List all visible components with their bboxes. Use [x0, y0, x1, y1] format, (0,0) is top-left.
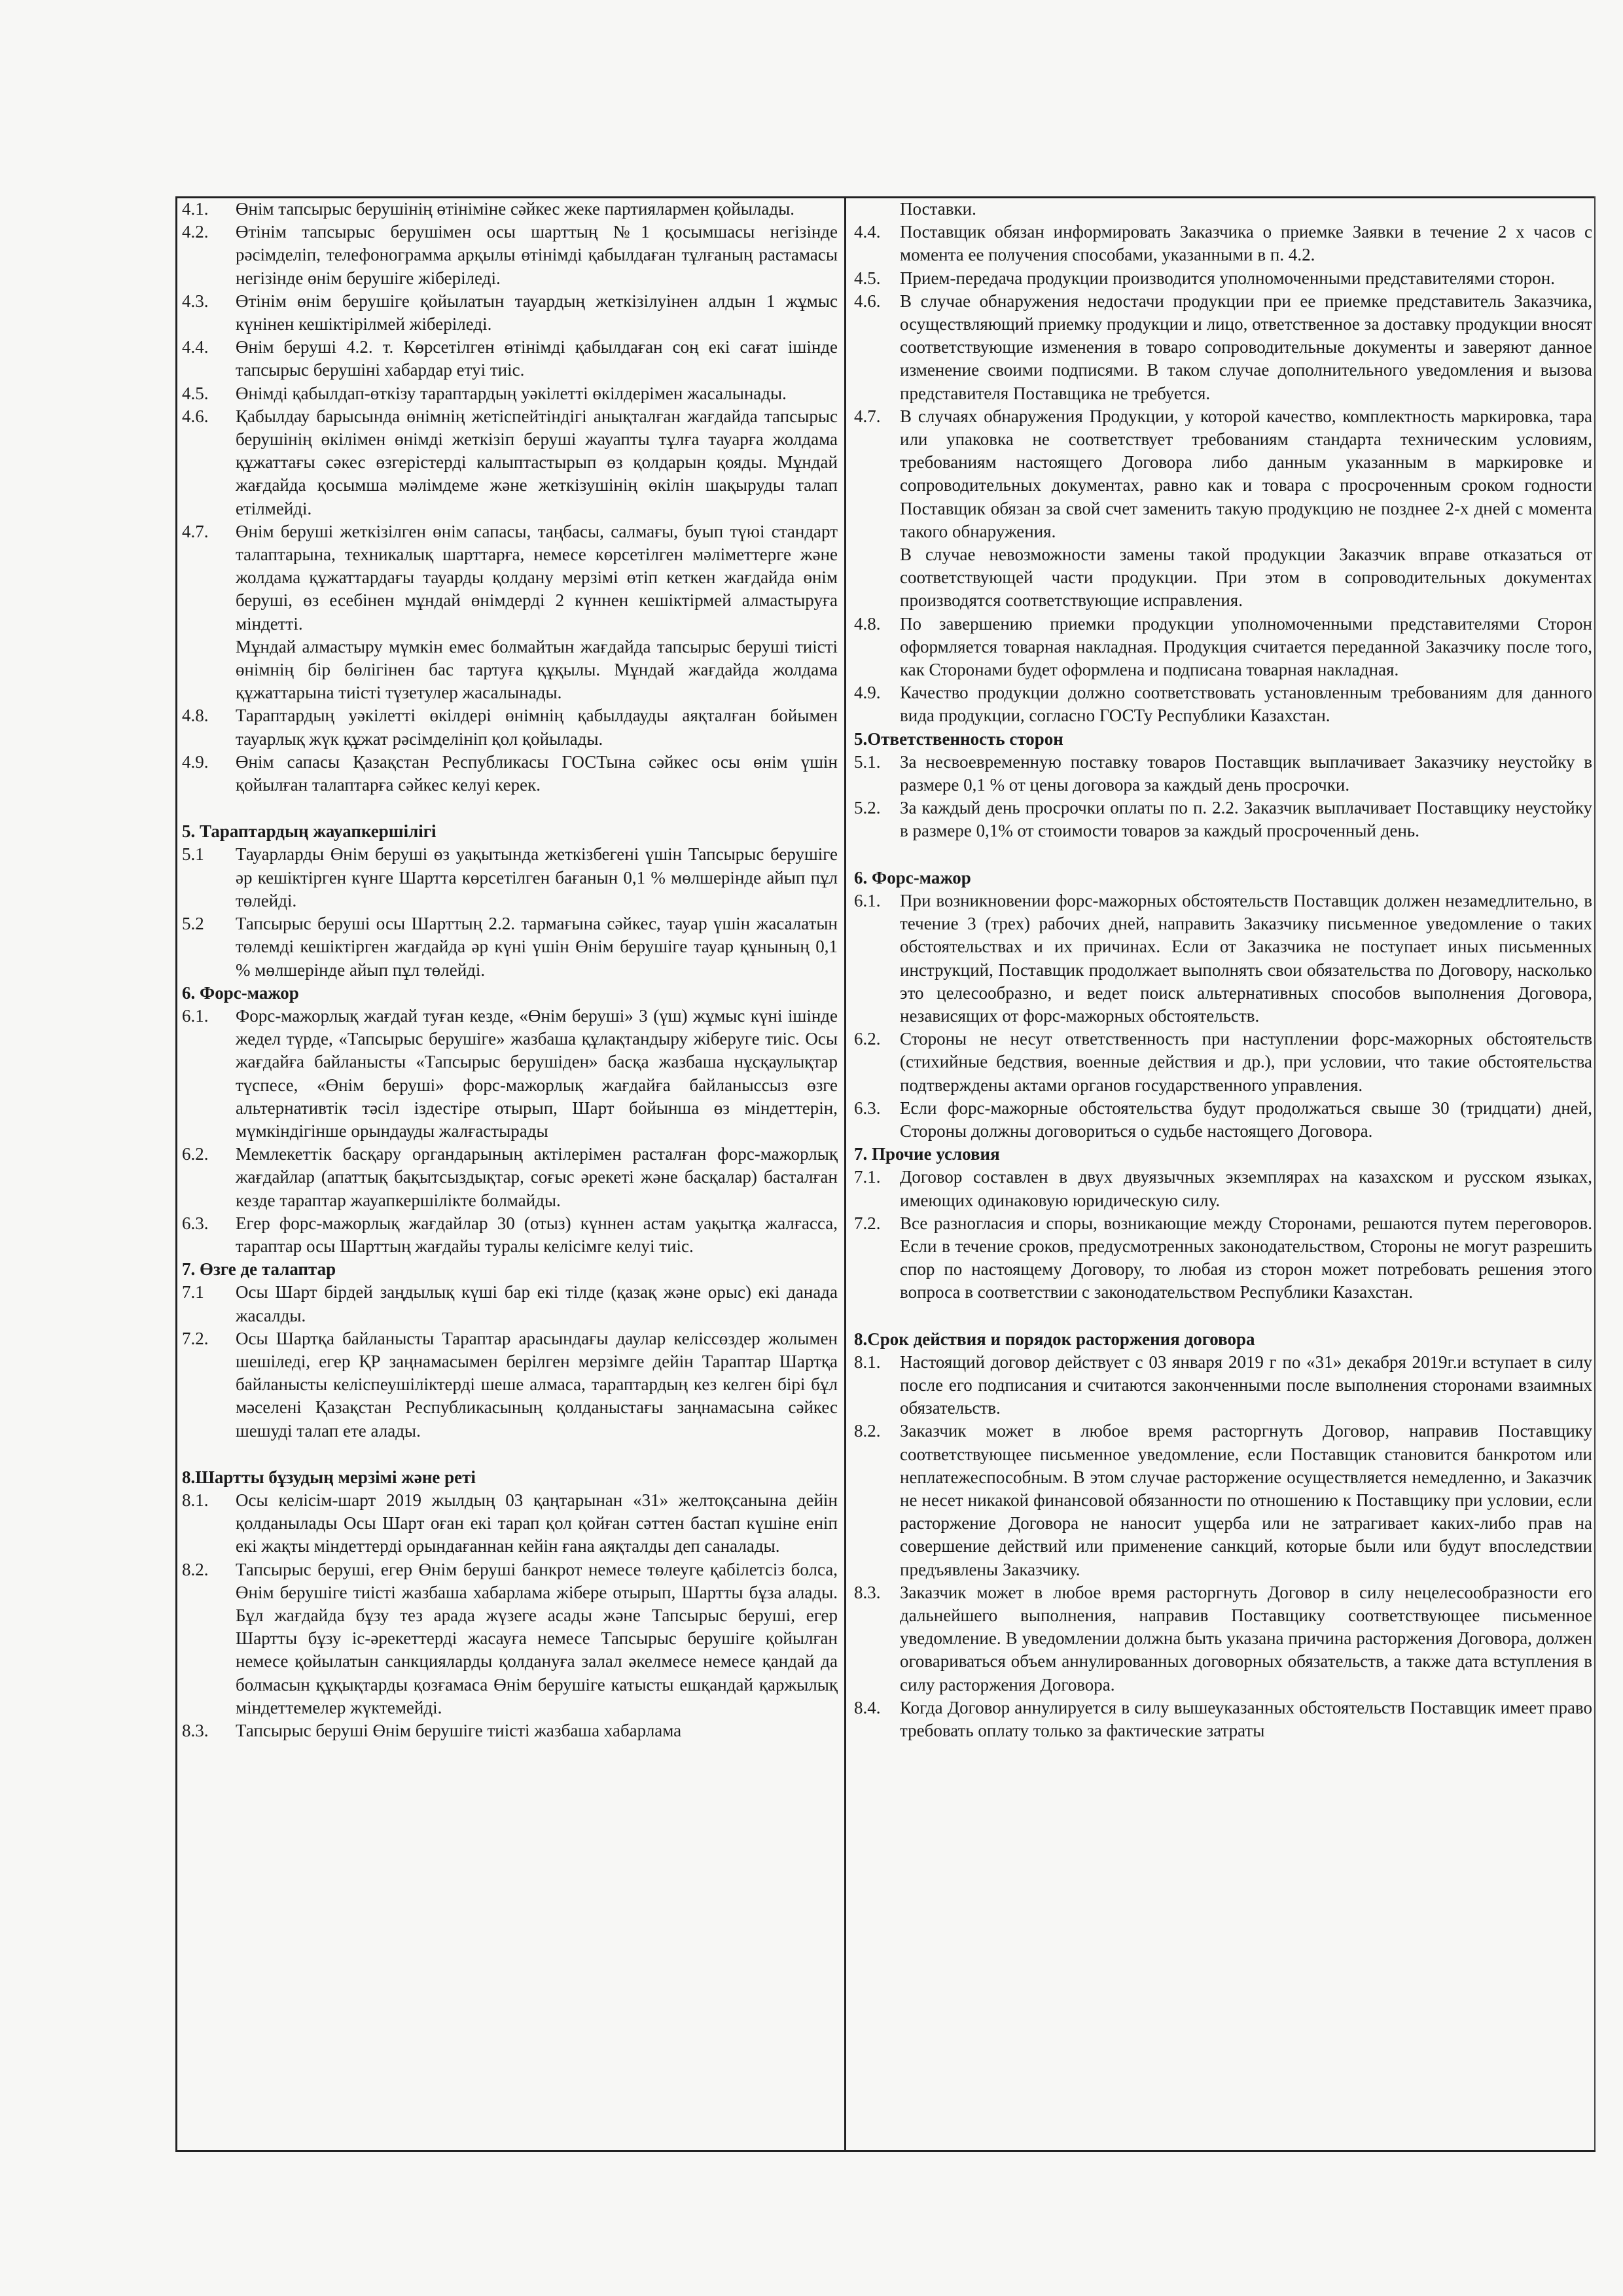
clause-text: Все разногласия и споры, возникающие между Сторонами, решаются путем переговоров. Если в течение сроков, предусмотренных законодательством, Стороны не могут разрешить спор по настоящему Договору, то любая из сторон может потребовать решения этого вопроса в соответствии с законодательством Республики Казахстан. — [900, 1213, 1592, 1302]
clause-text: Когда Договор аннулируется в силу вышеуказанных обстоятельств Поставщик имеет право требовать оплату только за фактические затраты — [900, 1697, 1592, 1740]
clause-6-1 — [182, 1005, 838, 1143]
clause-number: 4.5. — [182, 383, 209, 403]
clause-number: 4.7. — [854, 406, 881, 426]
clause-text: В случаях обнаружения Продукции, у которой качество, комплектность маркировка, тара или упаковка не соответствует требованиям стандарта техническим условиям, требованиям настоящего Договора либо данным указанным в маркировке и сопроводительных документах, равно как и товара с просроченным сроком годности Поставщик обязан за свой счет заменить такую продукцию не позднее 2-х дней с момента такого обнаружения. — [900, 406, 1592, 541]
section-8-heading: 8.Шартты бұзудың мерзімі және реті — [182, 1467, 476, 1487]
clause-number: 6.2. — [854, 1029, 881, 1049]
clause-text: Қабылдау барысында өнімнің жетіспейтіндігі анықталған жағдайда тапсырыс берушінің өкілімен өнімді жеткізіп беруші жауапты тұлға тауарға жолдама құжаттағы сәкес өзгерістерді калыптастырып өз қолдарын қояды. Мұндай жағдайда қосымша мәлімдеме және жеткізушінің өкілін шақыруды талап етілмейді. — [236, 406, 838, 518]
clause-text: За каждый день просрочки оплаты по п. 2.2. Заказчик выплачивает Поставщику неустойку в размере 0,1% от стоимости товаров за каждый просроченный день. — [900, 798, 1592, 841]
clause-number: 8.3. — [182, 1721, 209, 1740]
clause-number: 4.5. — [854, 268, 881, 288]
clause-8-3 — [854, 1581, 1592, 1696]
kazakh-column — [182, 198, 838, 2148]
clause-text: При возникновении форс-мажорных обстоятельств Поставщик должен незамедлительно, в течение 3 (трех) рабочих дней, направить Заказчику письменное уведомление о таких обстоятельствах и их причинах. Если от Заказчика не поступает иных письменных инструкций, Поставщик продолжает выполнять свои обязательства по Договору, насколько это целесообразно, и ведет поиск альтернативных способов выполнения Договора, независящих от форс-мажорных обстоятельств. — [900, 890, 1592, 1026]
clause-text: Тапсырыс беруші осы Шарттың 2.2. тармағына сәйкес, тауар үшін жасалатын төлемді кешіктірген жағдайда әр күні үшін Өнім берушіге тауар құнының 0,1 % мөлшерінде айып пұл төлейді. — [236, 914, 838, 980]
clause-4-5 — [854, 267, 1592, 290]
clause-number: 7.2. — [182, 1328, 209, 1348]
clause-text: Өнім беруші жеткізілген өнім сапасы, таңбасы, салмағы, буып түюі стандарт талаптарына, техникалық шарттарға, немесе көрсетілген мәліметтерге және жолдама құжаттардағы тауарды қолдану мерзімі өтіп кеткен жағдайда өнім беруші, өз есебінен мұндай өнімдерді 2 күннен кешіктірмей алмастыруға міндетті. — [236, 521, 838, 634]
clause-number: 8.4. — [854, 1697, 881, 1717]
clause-8-3 — [182, 1719, 838, 1742]
clause-number: 4.1. — [182, 199, 209, 219]
table-left-border — [175, 196, 177, 2150]
clause-8-2 — [182, 1558, 838, 1719]
clause-text: Өнімді қабылдап-өткізу тараптардың уәкілетті өкілдерімен жасалынады. — [236, 383, 787, 403]
clause-4-4 — [182, 336, 838, 382]
section-5-heading: 5. Тараптардың жауапкершілігі — [182, 821, 437, 842]
clause-number: 8.1. — [182, 1490, 209, 1510]
clause-number: 6.2. — [182, 1144, 209, 1164]
clause-number: 6.1. — [182, 1005, 209, 1026]
clause-5-1 — [182, 843, 838, 912]
clause-text: Качество продукции должно соответствовать установленным требованиям для данного вида продукции, согласно ГОСТу Республики Казахстан. — [900, 683, 1592, 726]
clause-text: Өнім беруші 4.2. т. Көрсетілген өтінімді қабылдаған соң екі сағат ішінде тапсырыс берушіні хабардар етуі тиіс. — [236, 337, 838, 380]
clause-6-3 — [182, 1212, 838, 1258]
clause-number: 7.2. — [854, 1213, 881, 1233]
clause-text: Осы Шарт бірдей заңдылық күші бар екі тілде (қазақ және орыс) екі данада жасалды. — [236, 1282, 838, 1325]
clause-number: 5.1. — [854, 751, 881, 772]
clause-4-7-continuation: В случае невозможности замены такой продукции Заказчик вправе отказаться от соответствующей части продукции. При этом в сопроводительных документах производятся соответствующие исправления. — [900, 545, 1592, 611]
russian-column — [854, 198, 1592, 2148]
clause-number: 8.2. — [854, 1421, 881, 1441]
clause-text: Тапсырыс беруші, егер Өнім беруші банкрот немесе төлеуге қабілетсіз болса, Өнім берушіге тиісті жазбаша хабарлама жібере отырып, Шартты бұза алады. Бұл жағдайда бұзу тез арада жүзеге асады және Тапсырыс беруші, егер Шартты бұзу іс-әрекеттерді жасауға немесе Тапсырыс берушіге қойылған немесе қойылатын санкцияларды қолдануға залал әкелмесе немесе қандай да болмасын құқықтарды қозғамаса Өнім берушіге катысты ешқандай қаржылық міндеттемелер жүктемейді. — [236, 1559, 838, 1717]
clause-number: 4.6. — [182, 406, 209, 426]
clause-number: 6.1. — [854, 890, 881, 910]
clause-6-2 — [182, 1143, 838, 1212]
clause-number: 4.4. — [854, 222, 881, 242]
clause-text: Договор составлен в двух двуязычных экземплярах на казахском и русском языках, имеющих одинаковую юридическую силу. — [900, 1167, 1592, 1210]
clause-text: В случае обнаружения недостачи продукции при ее приемке представитель Заказчика, осуществляющий приемку продукции и лицо, ответственное за доставку продукции вносят соответствующие изменения в товаро сопроводительные документы и заверяют данное изменение своими подписями. В таком случае дополнительного уведомления и вызова представителя Поставщика не требуется. — [900, 291, 1592, 403]
clause-4-6 — [182, 405, 838, 520]
clause-5-2 — [182, 912, 838, 982]
clause-4-3-tail: Поставки. — [900, 199, 976, 219]
clause-number: 7.1. — [854, 1167, 881, 1187]
clause-text: Өтінім тапсырыс берушімен осы шарттың №1 қосымшасы негізінде рәсімделіп, телефонограмма арқылы өтінімді қабылдаған тұлғаның растамасы негізінде өнім берушіге жіберіледі. — [236, 222, 838, 288]
clause-text: Егер форс-мажорлық жағдайлар 30 (отыз) күннен астам уақытқа жалғасса, тараптар осы Шарттың жағдайы туралы келісімге келуі тиіс. — [236, 1213, 838, 1256]
clause-number: 8.1. — [854, 1352, 881, 1372]
clause-text: Настоящий договор действует с 03 января 2019 г по «31» декабря 2019г.и вступает в силу после его подписания и считаются законченными после выполнения сторонами взаимных обязательств. — [900, 1352, 1592, 1418]
clause-4-7-continuation: Мұндай алмастыру мүмкін емес болмайтын жағдайда тапсырыс беруші тиісті өнімнің бір бөлігінен бас тартуға құқылы. Мұндай жағдайда жолдама құжаттарына тиісті түзетулер жасалынады. — [236, 636, 838, 703]
clause-text: Тауарларды Өнім беруші өз уақытында жеткізбегені үшін Тапсырыс берушіге әр кешіктірген күнге Шартта көрсетілген бағанын 0,1 % мөлшерінде айып пұл төлейді. — [236, 844, 838, 910]
clause-text: Тапсырыс беруші Өнім берушіге тиісті жазбаша хабарлама — [236, 1721, 682, 1740]
clause-4-8 — [182, 704, 838, 750]
clause-5-1 — [854, 751, 1592, 797]
clause-4-9 — [182, 751, 838, 797]
clause-5-2 — [854, 797, 1592, 842]
clause-number: 4.9. — [182, 751, 209, 772]
clause-number: 4.9. — [854, 683, 881, 703]
clause-number: 4.6. — [854, 291, 881, 311]
clause-number: 4.8. — [854, 613, 881, 634]
clause-text: Осы келісім-шарт 2019 жылдың 03 қаңтарынан «31» желтоқсанына дейін қолданылады Осы Шарт оған екі тарап қол қойған сәттен бастап күшіне еніп екі жақты міндеттерді орындағаннан кейін ғана аяқталды деп саналады. — [236, 1490, 838, 1556]
clause-number: 4.4. — [182, 337, 209, 357]
clause-text: Форс-мажорлық жағдай туған кезде, «Өнім беруші» 3 (үш) жұмыс күні ішінде жедел түрде, «Тапсырыс берушіге» жазбаша құлақтандыру жіберуге тиіс. Осы жағдайға байланысты «Тапсырыс берушіден» басқа жазбаша нұсқаулықтар түспесе, «Өнім беруші» форс-мажорлық жағдайға байланыссыз өзге альтернативтік тәсіл іздестіре отырып, Шарт бойынша өз міндеттерін, мүмкіндігінше орындауды жалғастырады — [236, 1005, 838, 1141]
section-6-heading: 6. Форс-мажор — [854, 867, 971, 888]
clause-6-2 — [854, 1028, 1592, 1097]
clause-text: Стороны не несут ответственность при наступлении форс-мажорных обстоятельств (стихийные бедствия, военные действия и др.), при условии, что такие обстоятельства подтверждены актами органов государственного управления. — [900, 1029, 1592, 1095]
clause-text: Если форс-мажорные обстоятельства будут продолжаться свыше 30 (тридцати) дней, Стороны должны договориться о судьбе настоящего Договора. — [900, 1098, 1592, 1141]
clause-number: 5.2. — [854, 798, 881, 818]
clause-text: Тараптардың уәкілетті өкілдері өнімнің қабылдауды аяқталған бойымен тауарлық жүк құжат рәсімделініп қол қойылады. — [236, 706, 838, 749]
clause-4-9 — [854, 681, 1592, 727]
clause-8-2 — [854, 1420, 1592, 1581]
clause-number: 8.3. — [854, 1582, 881, 1602]
clause-4-7 — [182, 520, 838, 636]
clause-number: 8.2. — [182, 1559, 209, 1579]
clause-text: Осы Шартқа байланысты Тараптар арасындағы даулар келіссөздер жолымен шешіледі, егер ҚР заңнамасымен берілген мерзімге дейін Тараптар Шартқа байланысты келіспеушіліктерді шеше алмаса, тараптардың кез келген бірі бұл мәселені Қазақстан Республикасының қолданыстағы заңнамасына сәйкес шешуді талап ете алады. — [236, 1328, 838, 1441]
section-6-heading: 6. Форс-мажор — [182, 982, 299, 1003]
clause-4-3 — [182, 290, 838, 336]
table-right-border — [1594, 196, 1596, 2150]
clause-7-1 — [182, 1281, 838, 1327]
clause-text: Поставщик обязан информировать Заказчика о приемке Заявки в течение 2 х часов с момента ее получения способами, указанными в п. 4.2. — [900, 222, 1592, 265]
clause-text: Өтінім өнім берушіге қойылатын тауардың жеткізілуінен алдын 1 жұмыс күнінен кешіктірілмей жіберіледі. — [236, 291, 838, 334]
clause-7-1 — [854, 1166, 1592, 1211]
clause-7-2 — [182, 1327, 838, 1443]
section-5-heading: 5.Ответственность сторон — [854, 728, 1063, 749]
clause-number: 4.2. — [182, 222, 209, 242]
clause-number: 4.8. — [182, 706, 209, 726]
clause-number: 4.3. — [182, 291, 209, 311]
clause-number: 6.3. — [854, 1098, 881, 1118]
clause-4-2 — [182, 221, 838, 290]
table-bottom-border — [175, 2150, 1596, 2152]
clause-number: 7.1 — [182, 1282, 204, 1302]
clause-number: 5.2 — [182, 914, 204, 934]
clause-6-1 — [854, 889, 1592, 1028]
section-7-heading: 7. Прочие условия — [854, 1144, 1000, 1164]
clause-text: Заказчик может в любое время расторгнуть Договор, направив Поставщику соответствующее письменное уведомление, если Поставщик становится банкротом или неплатежеспособным. В этом случае расторжение осуществляется немедленно, и Заказчик не несет никакой финансовой обязанности по отношению к Поставщику при условии, если расторжение Договора не наносит ущерба или не затрагивает каких-либо прав на совершение действий или применение санкций, которые были или будут впоследствии предъявлены Заказчику. — [900, 1421, 1592, 1579]
clause-4-4 — [854, 221, 1592, 266]
clause-8-1 — [854, 1351, 1592, 1420]
clause-text: За несвоевременную поставку товаров Поставщик выплачивает Заказчику неустойку в размере 0,1 % от цены договора за каждый день просрочки. — [900, 751, 1592, 795]
clause-number: 6.3. — [182, 1213, 209, 1233]
clause-text: Өнім тапсырыс берушінің өтініміне сәйкес жеке партиялармен қойылады. — [236, 199, 795, 219]
section-8-heading: 8.Срок действия и порядок расторжения договора — [854, 1329, 1255, 1349]
clause-4-7 — [854, 405, 1592, 543]
clause-8-4 — [854, 1696, 1592, 1742]
clause-6-3 — [854, 1097, 1592, 1143]
column-divider — [844, 196, 846, 2150]
clause-4-6 — [854, 290, 1592, 405]
clause-text: Прием-передача продукции производится уполномоченными представителями сторон. — [900, 268, 1555, 288]
clause-8-1 — [182, 1489, 838, 1558]
clause-4-8 — [854, 613, 1592, 682]
clause-7-2 — [854, 1212, 1592, 1304]
section-7-heading: 7. Өзге де талаптар — [182, 1259, 336, 1280]
clause-text: Заказчик может в любое время расторгнуть Договор в силу нецелесообразности его дальнейшего выполнения, направив Поставщику соответствующее письменное уведомление. В уведомлении должна быть указана причина расторжения Договора, должен оговариваться объем аннулированных договорных обязательств, а также дата вступления в силу расторжения Договора. — [900, 1582, 1592, 1695]
clause-text: Өнім сапасы Қазақстан Республикасы ГОСТына сәйкес осы өнім үшін қойылған талаптарға сәйкес келуі керек. — [236, 751, 838, 795]
clause-4-5 — [182, 382, 838, 405]
clause-number: 4.7. — [182, 521, 209, 541]
clause-text: Мемлекеттік басқару органдарының актілерімен расталған форс-мажорлық жағдайлар (апаттық бақытсыздықтар, соғыс әрекеті және басқалар) басталған кезде тараптар жауапкершілікте болмайды. — [236, 1144, 838, 1210]
clause-number: 5.1 — [182, 844, 204, 865]
clause-4-1 — [182, 198, 838, 221]
clause-text: По завершению приемки продукции уполномоченными представителями Сторон оформляется товарная накладная. Продукция считается переданной Заказчику после того, как Сторонами будет оформлена и подписана товарная накладная. — [900, 613, 1592, 680]
